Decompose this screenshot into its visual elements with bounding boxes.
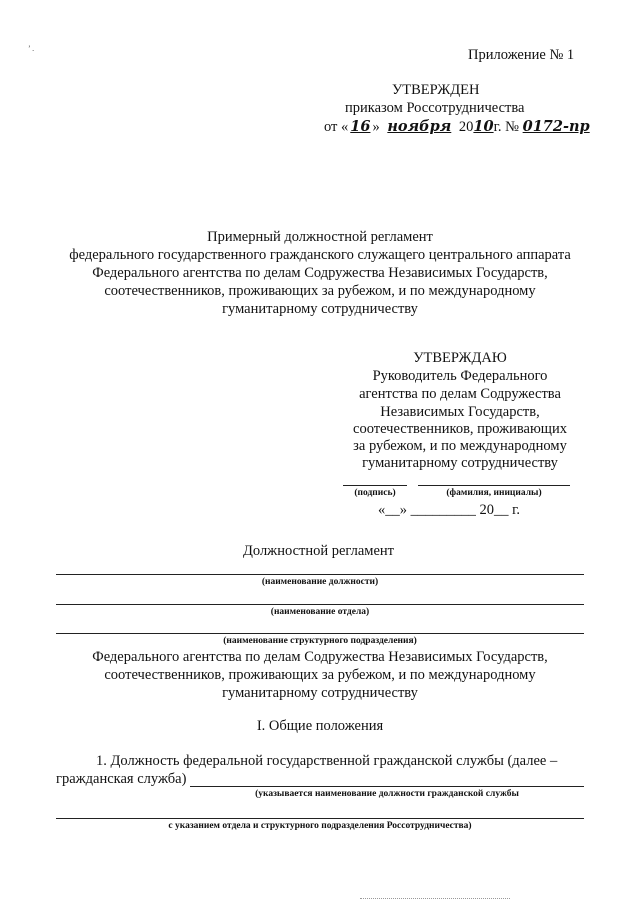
department-line <box>56 604 584 605</box>
scan-mark: ’ . <box>28 44 35 53</box>
handwritten-month: ноября <box>387 118 452 135</box>
year-unit: г. № <box>493 119 519 135</box>
approved-date-line <box>324 118 590 136</box>
handwritten-year: 10 <box>473 118 494 135</box>
approve-title: УТВЕРЖДАЮ <box>413 350 507 366</box>
section-heading: I. Общие положения <box>256 718 384 734</box>
name-caption: (фамилия, инициалы) <box>446 488 542 498</box>
approve-line-4: соотечественников, проживающих <box>353 421 567 437</box>
page-bottom-rule <box>360 898 510 899</box>
service-caption-2: с указанием отдела и структурного подразделения Россотрудничества) <box>168 821 472 831</box>
regulation-title: Должностной регламент <box>243 543 395 559</box>
service-department-line <box>56 818 584 819</box>
position-line <box>56 574 584 575</box>
handwritten-number: 0172-пр <box>522 118 590 135</box>
main-title-line-2: федерального государственного гражданского служащего центрального аппарата <box>69 247 571 263</box>
handwritten-day: 16 <box>350 118 371 135</box>
approve-line-3: Независимых Государств, <box>380 404 540 420</box>
approve-line-2: агентства по делам Содружества <box>359 386 561 402</box>
service-position-line <box>190 786 584 787</box>
service-caption-1: (указывается наименование должности гражданской службы <box>255 789 519 799</box>
subdivision-caption: (наименование структурного подразделения) <box>223 636 417 646</box>
main-title-line-3: Федерального агентства по делам Содружества Независимых Государств, <box>92 265 548 281</box>
position-caption: (наименование должности) <box>261 577 379 587</box>
agency-line-1: Федерального агентства по делам Содружества Независимых Государств, <box>92 649 548 665</box>
quote-close: » <box>372 119 380 135</box>
year-prefix: 20 <box>458 119 474 135</box>
main-title-line-1: Примерный должностной регламент <box>207 229 433 245</box>
approve-line-6: гуманитарному сотрудничеству <box>362 455 558 471</box>
approved-title: УТВЕРЖДЕН <box>392 82 480 98</box>
signature-line <box>343 485 407 486</box>
subdivision-line <box>56 633 584 634</box>
signature-caption: (подпись) <box>354 488 396 498</box>
main-title-line-5: гуманитарному сотрудничеству <box>222 301 418 317</box>
approved-order-line: приказом Россотрудничества <box>345 100 525 116</box>
department-caption: (наименование отдела) <box>270 607 370 617</box>
appendix-label: Приложение № 1 <box>468 47 575 63</box>
name-line <box>418 485 570 486</box>
approve-line-1: Руководитель Федерального <box>372 368 548 384</box>
section-para-line-1: 1. Должность федеральной государственной гражданской службы (далее – <box>96 753 558 769</box>
agency-line-3: гуманитарному сотрудничеству <box>222 685 418 701</box>
agency-line-2: соотечественников, проживающих за рубежом, и по международному <box>104 667 536 683</box>
from-prefix: от « <box>324 119 349 135</box>
main-title-line-4: соотечественников, проживающих за рубежом, и по международному <box>104 283 536 299</box>
approve-date-line: «__» _________ 20__ г. <box>378 502 521 518</box>
section-para-line-2: гражданская служба) <box>56 771 187 787</box>
approve-line-5: за рубежом, и по международному <box>353 438 567 454</box>
